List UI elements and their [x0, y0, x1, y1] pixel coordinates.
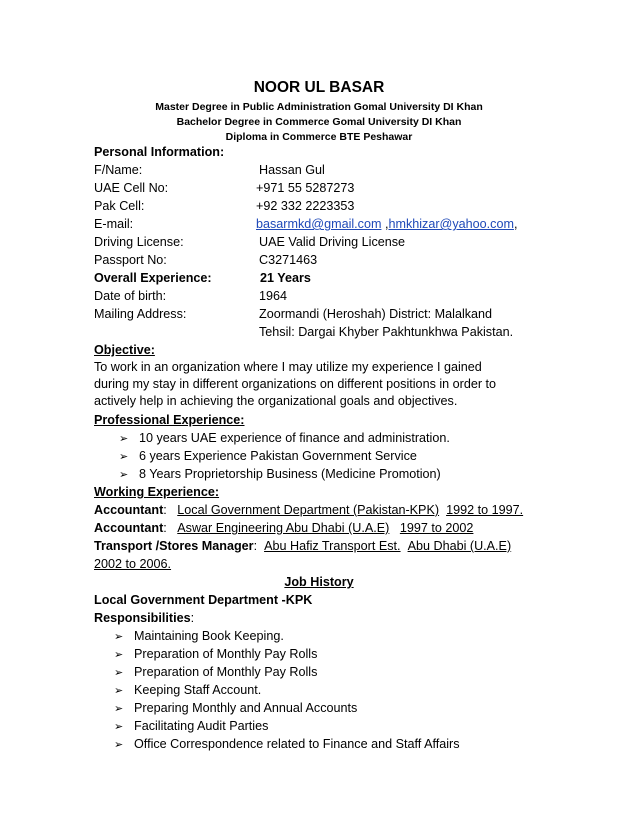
working-heading: Working Experience: — [94, 485, 220, 499]
job-role: Accountant — [94, 521, 164, 535]
degree-diploma: Diploma in Commerce BTE Peshawar — [225, 131, 413, 143]
value-email — [256, 216, 517, 233]
job-row-3: Transport /Stores Manager: Abu Hafiz Transport Est. Abu Dhabi (U.A.E) — [94, 539, 512, 553]
label-dob: Date of birth: — [94, 289, 167, 303]
professional-item: ➢ 6 years Experience Pakistan Government Service — [119, 448, 417, 466]
arrow-bullet-icon: ➢ — [119, 469, 129, 481]
value-fname: Hassan Gul — [259, 163, 325, 177]
email-tail: , — [513, 217, 518, 231]
label-mailing-address: Mailing Address: — [94, 307, 187, 321]
value-mailing-address-2: Tehsil: Dargai Khyber Pakhtunkhwa Pakistan. — [259, 325, 514, 339]
value-mailing-address-1: Zoormandi (Heroshah) District: Malalkand — [259, 307, 493, 321]
professional-heading: Professional Experience: — [94, 413, 245, 427]
objective-line-3: actively help in achieving the organizational goals and objectives. — [94, 394, 458, 408]
arrow-bullet-icon: ➢ — [114, 649, 124, 661]
arrow-bullet-icon: ➢ — [114, 631, 124, 643]
arrow-bullet-icon: ➢ — [119, 451, 129, 463]
value-driving-license: UAE Valid Driving License — [259, 235, 406, 249]
job-period: 2002 to 2006. — [94, 557, 172, 571]
label-overall-experience: Overall Experience: — [94, 271, 212, 285]
professional-item: ➢ 8 Years Proprietorship Business (Medicine Promotion) — [119, 466, 441, 484]
arrow-bullet-icon: ➢ — [114, 721, 124, 733]
responsibility-item: ➢ Facilitating Audit Parties — [114, 718, 268, 736]
email-separator: , — [381, 217, 389, 231]
job-location: Abu Dhabi (U.A.E) — [407, 539, 512, 553]
responsibility-item: ➢ Preparation of Monthly Pay Rolls — [114, 664, 317, 682]
degree-bachelor: Bachelor Degree in Commerce Gomal University DI Khan — [176, 116, 462, 128]
objective-line-1: To work in an organization where I may utilize my experience I gained — [94, 360, 482, 374]
job-row-1: Accountant: Local Government Department (Pakistan-KPK) 1992 to 1997. — [94, 503, 524, 517]
degree-master: Master Degree in Public Administration Gomal University DI Khan — [155, 101, 483, 113]
professional-item: ➢ 10 years UAE experience of finance and administration. — [119, 430, 450, 448]
personal-heading: Personal Information: — [94, 145, 225, 159]
label-driving-license: Driving License: — [94, 235, 184, 249]
job-org: Local Government Department (Pakistan-KPK) — [177, 503, 440, 517]
responsibility-item: ➢ Maintaining Book Keeping. — [114, 628, 284, 646]
value-passport: C3271463 — [259, 253, 318, 267]
arrow-bullet-icon: ➢ — [119, 433, 129, 445]
history-org: Local Government Department -KPK — [94, 593, 313, 607]
job-role: Transport /Stores Manager — [94, 539, 254, 553]
value-overall-experience: 21 Years — [260, 271, 311, 285]
job-org: Abu Hafiz Transport Est. — [264, 539, 401, 553]
responsibilities-label: Responsibilities: — [94, 611, 195, 625]
value-dob: 1964 — [259, 289, 288, 303]
email-link-gmail[interactable]: basarmkd@gmail.com — [256, 217, 382, 231]
label-passport: Passport No: — [94, 253, 167, 267]
objective-heading: Objective: — [94, 343, 155, 357]
job-role: Accountant — [94, 503, 164, 517]
job-org: Aswar Engineering Abu Dhabi (U.A.E) — [177, 521, 390, 535]
objective-line-2: during my stay in different organizations on different positions in order to — [94, 377, 497, 391]
value-uae-cell: +971 55 5287273 — [256, 181, 355, 195]
arrow-bullet-icon: ➢ — [114, 739, 124, 751]
responsibility-item: ➢ Keeping Staff Account. — [114, 682, 261, 700]
label-pak-cell: Pak Cell: — [94, 199, 145, 213]
arrow-bullet-icon: ➢ — [114, 685, 124, 697]
arrow-bullet-icon: ➢ — [114, 667, 124, 679]
label-email: E-mail: — [94, 217, 134, 231]
email-link-yahoo[interactable]: hmkhizar@yahoo.com — [388, 217, 514, 231]
responsibility-item: ➢ Office Correspondence related to Finance and Staff Affairs — [114, 736, 460, 754]
job-period: 1997 to 2002 — [399, 521, 474, 535]
responsibility-item: ➢ Preparing Monthly and Annual Accounts — [114, 700, 357, 718]
arrow-bullet-icon: ➢ — [114, 703, 124, 715]
job-history-heading: Job History — [284, 575, 354, 589]
responsibility-item: ➢ Preparation of Monthly Pay Rolls — [114, 646, 317, 664]
candidate-name: NOOR UL BASAR — [253, 79, 385, 96]
job-period: 1992 to 1997. — [446, 503, 524, 517]
label-uae-cell: UAE Cell No: — [94, 181, 169, 195]
job-row-2: Accountant: Aswar Engineering Abu Dhabi (U.A.E) 1997 to 2002 — [94, 521, 474, 535]
label-fname: F/Name: — [94, 163, 143, 177]
value-pak-cell: +92 332 2223353 — [256, 199, 355, 213]
